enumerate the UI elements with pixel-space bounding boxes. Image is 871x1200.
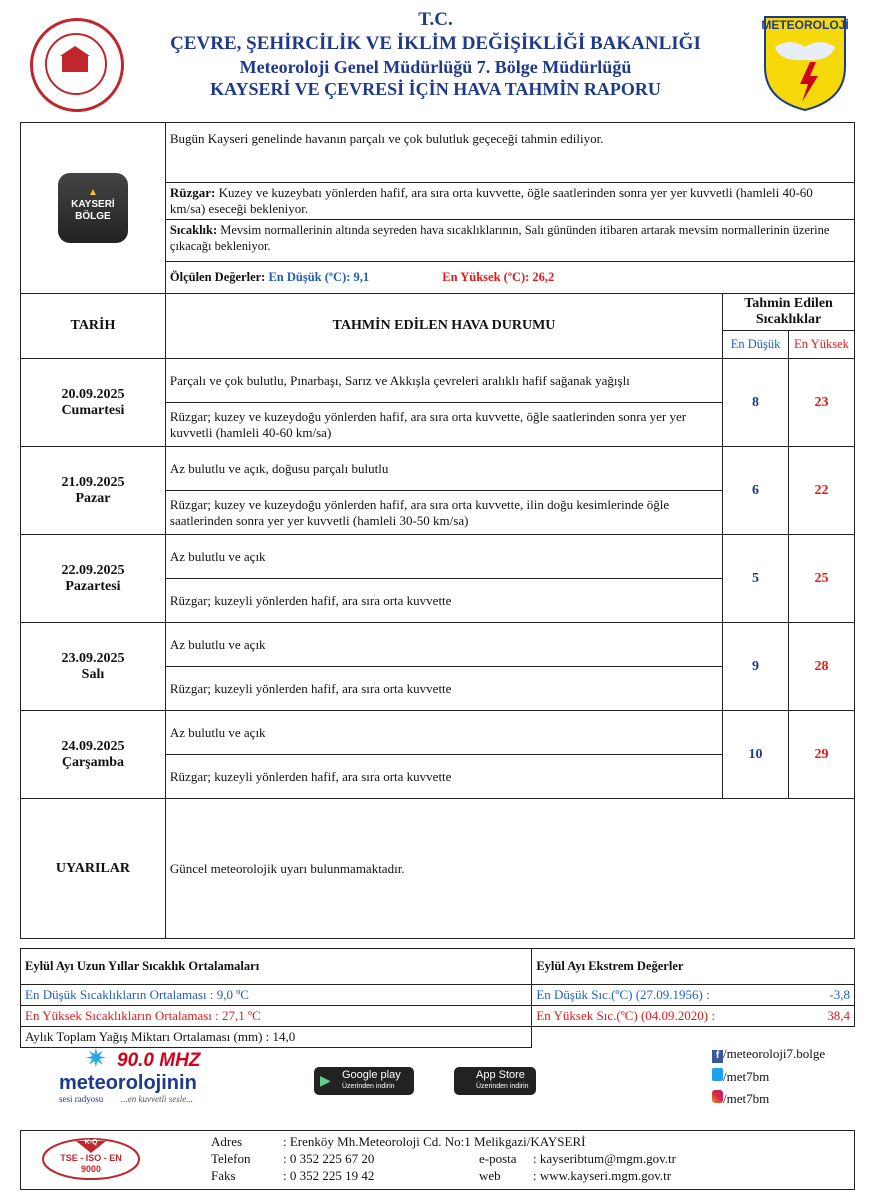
day-high: 29 [789,711,855,799]
col-forecast-header: TAHMİN EDİLEN HAVA DURUMU [165,294,722,359]
day-date-cell [21,711,166,799]
logo-text-bolge: BÖLGE [75,211,111,222]
day-wind: Rüzgar; kuzey ve kuzeydoğu yönlerden hafif, ara sıra orta kuvvette, ilin doğu kesimlerinde öğle saatlerinden sonra yer yer kuvvetli (hamleli 30-50 km/sa) [165,491,722,535]
day-wind: Rüzgar; kuzeyli yönlerden hafif, ara sıra orta kuvvette [165,755,722,799]
summary-wind [165,183,854,220]
avg-high: En Yüksek Sıcaklıkların Ortalaması : 27,1 ºC [21,1006,532,1027]
cert-mid: TSE - ISO - EN [60,1153,122,1163]
kayseri-bolge-logo: ▲ KAYSERİ BÖLGE [58,173,128,243]
day-low: 9 [723,623,789,711]
day-row [21,359,855,403]
app-store-sub: Üzerinden indirin [476,1083,529,1090]
phone-label: Telefon [211,1151,251,1166]
temp-label: Sıcaklık: [169,223,218,237]
day-sky: Az bulutlu ve açık [165,711,722,755]
google-play-sub: Üzerinden indirin [342,1083,395,1090]
radio-name: meteorolojinin [59,1072,197,1094]
day-date-cell [21,359,166,447]
tse-cert-logo [41,1137,141,1181]
google-play-label: Google play [342,1069,401,1081]
web-label: web [479,1168,501,1183]
day-name: Cumartesi [61,402,125,418]
wind-label: Rüzgar: [169,185,216,200]
day-low: 8 [723,359,789,447]
logo-text-kayseri: KAYSERİ [71,199,115,210]
cert-top: K-Q [84,1139,98,1146]
fax-value: : 0 352 225 19 42 [283,1168,375,1183]
ext-high-label: En Yüksek Sıc.(ºC) (04.09.2020) : [532,1006,762,1027]
address-label: Adres [211,1134,243,1149]
facebook-icon: f [712,1050,723,1063]
col-date-header: TARİH [21,294,166,359]
measured-high: En Yüksek (ºC): 26,2 [442,270,555,284]
day-wind: Rüzgar; kuzeyli yönlerden hafif, ara sıra orta kuvvette [165,579,722,623]
header-report-title: KAYSERİ VE ÇEVRESİ İÇİN HAVA TAHMİN RAPORU [210,79,661,99]
radio-tagline: ...en kuvvetli sesle... [121,1094,193,1104]
google-play-icon: ▶ [320,1072,331,1088]
avg-low: En Düşük Sıcaklıkların Ortalaması : 9,0 ºC [21,985,532,1006]
day-name: Pazar [75,490,111,506]
day-row [21,623,855,667]
day-high: 23 [789,359,855,447]
day-date: 23.09.2025 [61,650,125,666]
measured-label: Ölçülen Değerler: [169,270,266,284]
day-high: 28 [789,623,855,711]
ext-low-label: En Düşük Sıc.(ºC) (27.09.1956) : [532,985,762,1006]
email-value[interactable]: : kayseribtum@mgm.gov.tr [533,1151,676,1166]
day-low: 10 [723,711,789,799]
app-store-label: App Store [476,1069,525,1081]
day-name: Çarşamba [61,754,125,770]
col-temps-header: Tahmin Edilen Sıcaklıklar [723,294,855,331]
radio-sub: sesi radyosu [59,1094,104,1104]
day-low: 5 [723,535,789,623]
climate-right-title: Eylül Ayı Ekstrem Değerler [532,949,855,985]
climate-table [20,948,855,1048]
ext-low-value: -3,8 [762,985,855,1006]
day-low: 6 [723,447,789,535]
day-name: Pazartesi [65,578,121,594]
meteoroloji-logo [760,12,850,112]
day-row [21,711,855,755]
col-low-header: En Düşük [723,331,789,359]
day-name: Salı [81,666,105,682]
report-header [0,8,871,100]
day-high: 22 [789,447,855,535]
warnings-label: UYARILAR [21,799,166,939]
day-sky: Az bulutlu ve açık, doğusu parçalı bulutlu [165,447,722,491]
summary-temp [165,220,854,262]
radio-frequency: 90.0 MHZ [117,1050,201,1071]
day-high: 25 [789,535,855,623]
day-date: 21.09.2025 [61,474,125,490]
forecast-table [20,122,855,939]
summary-general-text: Bugün Kayseri genelinde havanın parçalı ve çok bulutluk geçeceği tahmin ediliyor. [169,131,604,146]
contact-footer [20,1130,855,1190]
measured-low: En Düşük (ºC): 9,1 [268,270,370,284]
regional-logo-cell [21,123,166,294]
warnings-text: Güncel meteorolojik uyarı bulunmamaktadır. [165,799,854,939]
cert-num: 9000 [80,1164,102,1174]
social-twitter[interactable] [712,1068,825,1090]
radio-logo[interactable] [55,1044,255,1108]
header-tc: T.C. [418,9,453,30]
web-value[interactable]: : www.kayseri.mgm.gov.tr [533,1168,672,1183]
address-value: : Erenköy Mh.Meteoroloji Cd. No:1 Melikgazi/KAYSERİ [283,1134,586,1149]
email-label: e-posta [479,1151,517,1166]
meteoroloji-logo-text: METEOROLOJİ [761,18,849,32]
wind-text: Kuzey ve kuzeybatı yönlerden hafif, ara sıra orta kuvvette, öğle saatlerinden sonra yer yer kuvvetli (hamleli 40-60 km/sa) eseceği bekleniyor. [169,185,813,216]
day-date-cell [21,447,166,535]
day-date: 22.09.2025 [61,562,125,578]
fax-label: Faks [211,1168,236,1183]
google-play-badge[interactable] [314,1067,414,1095]
col-high-header: En Yüksek [789,331,855,359]
phone-value: : 0 352 225 67 20 [283,1151,375,1166]
twitter-handle: /met7bm [723,1069,770,1084]
social-instagram[interactable] [712,1090,825,1112]
day-date-cell [21,623,166,711]
day-wind: Rüzgar; kuzey ve kuzeydoğu yönlerden hafif, ara sıra orta kuvvette, öğle saatlerinden sonra yer yer kuvvetli (hamleli 40-60 km/sa) [165,403,722,447]
temp-text: Mevsim normallerinin altında seyreden hava sıcaklıklarının, Salı gününden itibaren artarak mevsim normallerinin üzerine çıkacağı bekleniyor. [169,223,830,253]
day-sky: Az bulutlu ve açık [165,535,722,579]
app-store-badge[interactable] [454,1067,536,1095]
measured-values [165,262,854,294]
day-date: 20.09.2025 [61,386,125,402]
day-sky: Parçalı ve çok bulutlu, Pınarbaşı, Sarız ve Akkışla çevreleri aralıklı hafif sağanak yağışlı [165,359,722,403]
facebook-handle: /meteoroloji7.bolge [723,1046,826,1061]
day-row [21,447,855,491]
climate-left-title: Eylül Ayı Uzun Yıllar Sıcaklık Ortalamaları [21,949,532,985]
twitter-icon [712,1068,723,1081]
social-facebook[interactable] [712,1046,825,1068]
instagram-handle: /met7bm [723,1091,770,1106]
day-date-cell [21,535,166,623]
day-row [21,535,855,579]
header-directorate: Meteoroloji Genel Müdürlüğü 7. Bölge Müdürlüğü [239,57,632,77]
day-date: 24.09.2025 [61,738,125,754]
star-icon: ✷ [85,1044,107,1073]
instagram-icon [712,1090,723,1103]
summary-general [165,123,854,183]
header-ministry: ÇEVRE, ŞEHİRCİLİK VE İKLİM DEĞİŞİKLİĞİ BAKANLIĞI [170,33,701,54]
day-wind: Rüzgar; kuzeyli yönlerden hafif, ara sıra orta kuvvette [165,667,722,711]
social-links [712,1046,825,1112]
day-sky: Az bulutlu ve açık [165,623,722,667]
avg-rain: Aylık Toplam Yağış Miktarı Ortalaması (mm) : 14,0 [21,1027,532,1048]
ext-high-value: 38,4 [762,1006,855,1027]
